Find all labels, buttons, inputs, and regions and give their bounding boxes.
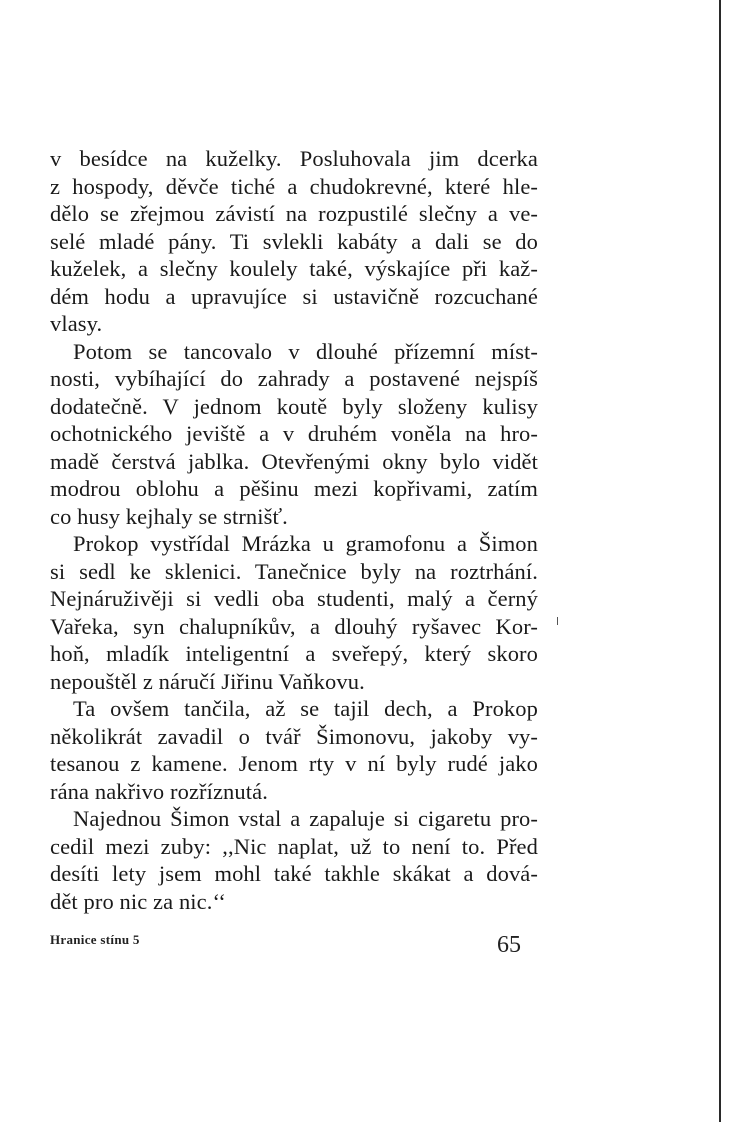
text-line: madě čerstvá jablka. Otevřenými okny bylo vidět (50, 448, 538, 474)
text-line: dodatečně. V jednom koutě byly složeny kulisy (50, 393, 538, 419)
text-line: Potom se tancovalo v dlouhé přízemní míst- (73, 338, 538, 364)
text-line: ochotnického jeviště a v druhém voněla na hro- (50, 421, 538, 446)
text-line: dět pro nic za nic.‘‘ (50, 888, 226, 914)
text-line: rána nakřivo rozříznutá. (50, 778, 268, 804)
page-number: 65 (497, 932, 521, 958)
text-line: modrou oblohu a pěšinu mezi kopřivami, zatím (50, 476, 538, 501)
text-line: několikrát zavadil o tvář Šimonovu, jakoby vy- (50, 723, 538, 749)
text-line: cedil mezi zuby: ,,Nic naplat, už to není to. Před (50, 833, 538, 859)
text-line: Nejnáruživěji si vedli oba studenti, malý a černý (50, 586, 538, 611)
text-line: kuželek, a slečny koulely také, výskajíce při kaž- (50, 256, 538, 281)
text-line: dém hodu a upravujíce si ustavičně rozcuchané (50, 283, 538, 309)
text-line: selé mladé pány. Ti svlekli kabáty a dali se do (50, 228, 538, 254)
text-line: z hospody, děvče tiché a chudokrevné, které hle- (50, 173, 538, 199)
body-text (50, 145, 538, 915)
text-line: Prokop vystřídal Mrázka u gramofonu a Šimon (73, 531, 538, 556)
text-line: Vařeka, syn chalupníkův, a dlouhý ryšavec Kor- (50, 613, 538, 639)
text-line: hoň, mladík inteligentní a sveřepý, který skoro (50, 641, 538, 666)
text-line: Ta ovšem tančila, až se tajil dech, a Prokop (73, 696, 538, 721)
text-line: v besídce na kuželky. Posluhovala jim dcerka (50, 146, 538, 171)
page-edge-line (719, 0, 721, 1122)
text-line: dělo se zřejmou závistí na rozpustilé slečny a ve- (50, 201, 538, 226)
text-line: desíti lety jsem mohl také takhle skákat a dová- (50, 861, 538, 886)
text-line: vlasy. (50, 311, 103, 336)
text-line: tesanou z kamene. Jenom rty v ní byly rudé jako (50, 751, 538, 776)
text-line: Najednou Šimon vstal a zapaluje si cigaretu pro- (73, 806, 538, 831)
margin-mark (557, 617, 558, 625)
text-line: co husy kejhaly se strnišť. (50, 503, 288, 529)
footer-signature: Hranice stínu 5 (50, 932, 140, 947)
text-line: si sedl ke sklenici. Tanečnice byly na roztrhání. (50, 558, 538, 584)
text-line: nepouštěl z náručí Jiřinu Vaňkovu. (50, 668, 365, 694)
text-line: nosti, vybíhající do zahrady a postavené nejspíš (50, 366, 538, 391)
